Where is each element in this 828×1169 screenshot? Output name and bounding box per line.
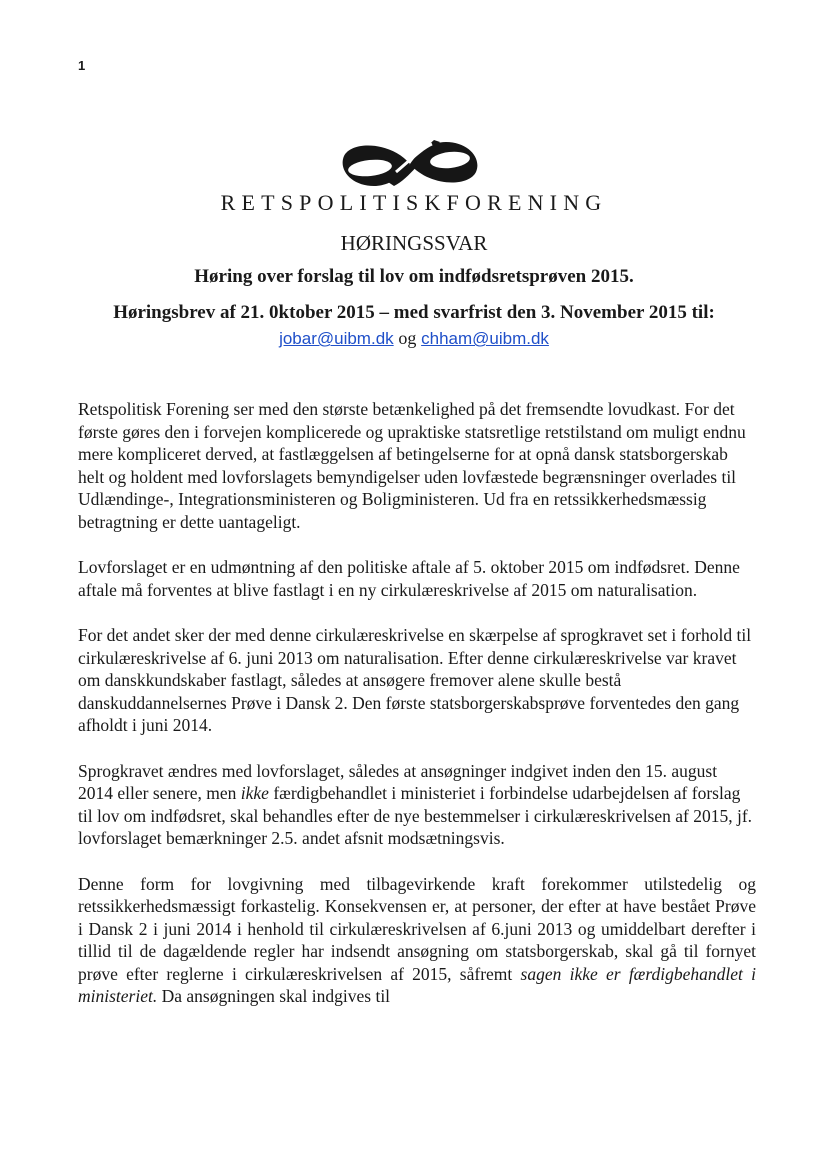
paragraph-1: Retspolitisk Forening ser med den største betænkelighed på det fremsendte lovudkast. For det første gøres den i forvejen komplicerede og upraktiske statsretlige retstilstand om muligt endnu mere kompliceret derved, at fastlæggelsen af betingelserne for at opnå dansk statsborgerskab helt og holdent med lovforslagets bemyndigelser uden lovfæstede begrænsninger overlades til Udlændinge-, Integrationsministeren og Boligministeren. Ud fra en retssikkerhedsmæssig betragtning er dette uantageligt. <box>78 399 746 532</box>
organization-name: RETSPOLITISKFORENING <box>220 190 608 215</box>
paragraph-5-emphasis: sagen ikke er færdigbehandlet i ministeriet. <box>78 963 756 1006</box>
paragraph-2: Lovforslaget er en udmøntning af den politiske aftale af 5. oktober 2015 om indfødsret. Denne aftale må forventes at blive fastlagt i en ny cirkulæreskrivelse af 2015 om naturalisation. <box>78 557 740 600</box>
recipient-emails <box>0 328 828 349</box>
paragraph-4 <box>78 760 756 850</box>
paragraph-3: For det andet sker der med denne cirkulæreskrivelse en skærpelse af sprogkravet set i forhold til cirkulæreskrivelse af 6. juni 2013 om naturalisation. Efter denne cirkulæreskrivelse var kravet om danskkundskaber fastlagt, således at ansøgere fremover alene skulle bestå danskuddannelsernes Prøve i Dansk 2. Den første statsborgerskabsprøve forventedes den gang afholdt i juni 2014. <box>78 625 752 735</box>
email-joiner: og <box>398 328 417 348</box>
document-body <box>78 398 756 1031</box>
consultation-letter-line: Høringsbrev af 21. 0ktober 2015 – med svarfrist den 3. November 2015 til: <box>113 302 715 323</box>
paragraph-5 <box>78 873 756 1008</box>
email-link-chham[interactable]: chham@uibm.dk <box>421 329 549 348</box>
paragraph-4-emphasis: ikke <box>240 783 269 803</box>
consultation-subtitle: Høring over forslag til lov om indfødsretsprøven 2015. <box>194 266 634 287</box>
email-link-jobar[interactable]: jobar@uibm.dk <box>279 329 394 348</box>
paragraph-4-text-a: Sprogkravet ændres med lovforslaget, således at ansøgninger indgivet inden den 15. august 2014 eller senere, men <box>78 760 718 803</box>
document-type-heading: HØRINGSSVAR <box>340 231 488 255</box>
paragraph-5-text-a: Denne form for lovgivning med tilbagevirkende kraft forekommer utilstedelig og retssikkerhedsmæssigt forkastelig. Konsekvensen er, at personer, der efter at have bestået Prøve i Dansk 2 i juni 2014 i henhold til cirkulæreskrivelsen af 6.juni 2013 og umiddelbart derefter i tillid til de dagældende regler har indsendt ansøgning om statsborgerskab, skal gå til fornyet prøve efter reglerne i cirkulæreskrivelsen af 2015, såfremt <box>78 873 756 984</box>
infinity-logo-icon <box>330 132 490 196</box>
paragraph-5-text-b: Da ansøgningen skal indgives til <box>157 986 391 1006</box>
page-number: 1 <box>78 58 86 73</box>
paragraph-4-text-b: færdigbehandlet i ministeriet i forbindelse udarbejdelsen af forslag til lov om indfødsret, skal behandles efter de nye bestemmelser i cirkulæreskrivelsen af 2015, jf. lovforslaget bemærkninger 2.5. andet afsnit modsætningsvis. <box>78 783 753 848</box>
